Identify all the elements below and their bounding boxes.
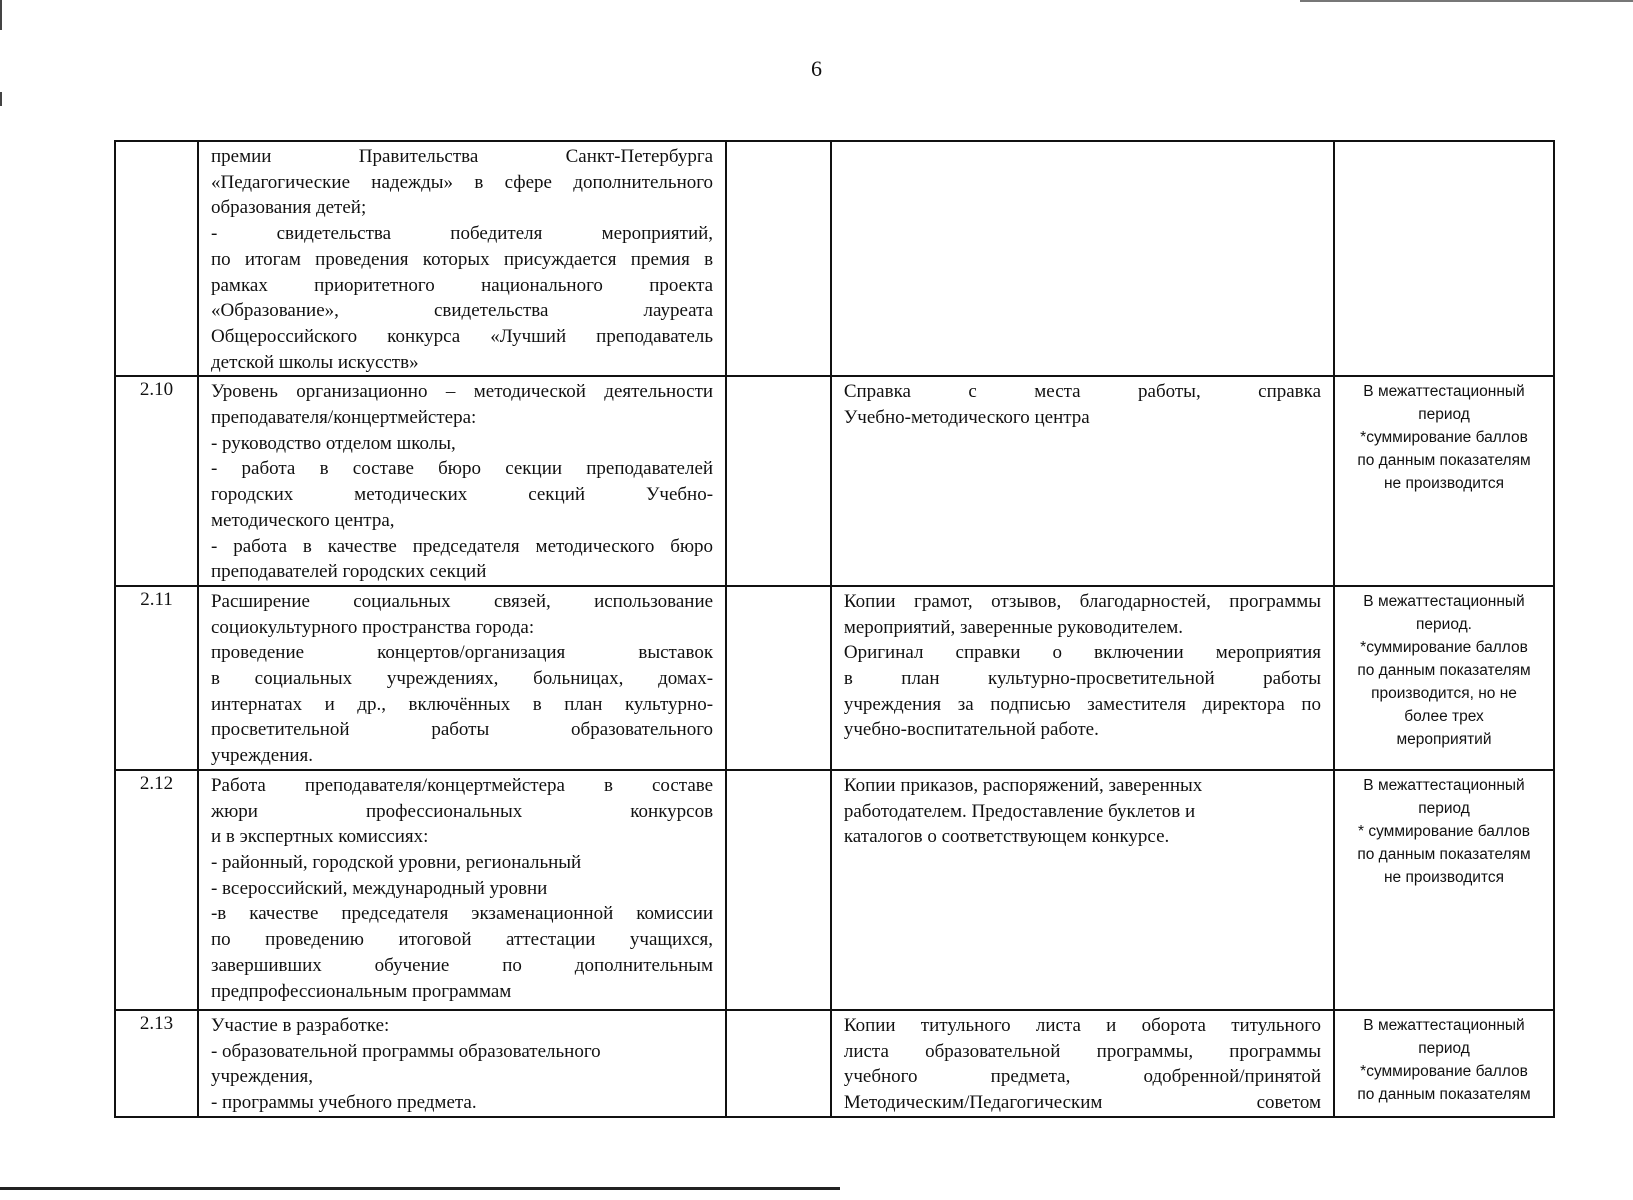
documents-line: Учебно-методического центра bbox=[843, 407, 1090, 429]
description-line: учреждения, bbox=[210, 1066, 314, 1088]
description-line: проведение концертов/организация выставок bbox=[210, 642, 714, 664]
description-line: городских методических секций Учебно- bbox=[210, 484, 714, 506]
scan-artifact-line bbox=[1300, 0, 1633, 2]
criterion-description bbox=[198, 376, 726, 586]
page-number: 6 bbox=[811, 56, 822, 81]
period-note bbox=[1334, 586, 1554, 770]
description-line: по итогам проведения которых присуждается премия в bbox=[210, 248, 714, 270]
description-line: - образовательной программы образовательного bbox=[210, 1040, 601, 1062]
description-line: просветительной работы образовательного bbox=[210, 719, 714, 741]
description-line: по проведению итоговой аттестации учащихся, bbox=[210, 929, 714, 951]
description-line: социокультурного пространства города: bbox=[210, 616, 535, 638]
supporting-documents bbox=[831, 376, 1334, 586]
supporting-documents bbox=[831, 141, 1334, 376]
period-note bbox=[1334, 1010, 1554, 1117]
score-cell bbox=[726, 376, 831, 586]
description-line: преподавателя/концертмейстера: bbox=[210, 407, 477, 429]
description-line: - районный, городской уровни, региональный bbox=[210, 851, 582, 873]
description-line: премии Правительства Санкт-Петербурга bbox=[210, 146, 714, 167]
documents-line: учреждения за подписью заместителя директора по bbox=[843, 693, 1322, 715]
criterion-description bbox=[198, 770, 726, 1010]
note-line: не производится bbox=[1384, 475, 1504, 493]
period-note bbox=[1334, 376, 1554, 586]
note-line: по данным показателям bbox=[1357, 661, 1531, 679]
note-line: более трех bbox=[1404, 707, 1484, 725]
note-line: В межаттестационный bbox=[1363, 592, 1525, 610]
description-line: интернатах и др., включённых в план культурно- bbox=[210, 693, 714, 715]
supporting-documents bbox=[831, 1010, 1334, 1117]
documents-line: Методическим/Педагогическим советом bbox=[843, 1091, 1322, 1113]
criterion-description bbox=[198, 141, 726, 376]
description-line: Общероссийского конкурса «Лучший преподаватель bbox=[210, 325, 714, 347]
score-cell bbox=[726, 141, 831, 376]
table-row bbox=[115, 1010, 1554, 1117]
row-number: 2.10 bbox=[115, 376, 198, 586]
description-line: Уровень организационно – методической деятельности bbox=[210, 381, 714, 403]
note-line: по данным показателям bbox=[1357, 1085, 1531, 1103]
description-line: - работа в качестве председателя методического бюро bbox=[210, 535, 714, 557]
table-row bbox=[115, 141, 1554, 376]
note-line: В межаттестационный bbox=[1363, 383, 1525, 401]
score-cell bbox=[726, 586, 831, 770]
note-line: В межаттестационный bbox=[1363, 1016, 1525, 1034]
description-line: учреждения. bbox=[210, 745, 314, 767]
documents-line: Копии титульного листа и оборота титульного bbox=[843, 1014, 1322, 1036]
criterion-description bbox=[198, 1010, 726, 1117]
period-note bbox=[1334, 770, 1554, 1010]
description-line: в социальных учреждениях, больницах, домах- bbox=[210, 668, 714, 690]
description-line: и в экспертных комиссиях: bbox=[210, 826, 429, 848]
documents-line: Оригинал справки о включении мероприятия bbox=[843, 642, 1322, 664]
description-line: «Педагогические надежды» в сфере дополнительного bbox=[210, 171, 714, 193]
description-line: - свидетельства победителя мероприятий, bbox=[210, 223, 714, 245]
note-line: период bbox=[1418, 799, 1470, 817]
note-line: период. bbox=[1416, 615, 1472, 633]
scan-artifact-mark bbox=[0, 92, 2, 106]
description-line: жюри профессиональных конкурсов bbox=[210, 800, 714, 822]
documents-line: учебно-воспитательной работе. bbox=[843, 719, 1099, 741]
period-note bbox=[1334, 141, 1554, 376]
documents-line: Справка с места работы, справка bbox=[843, 381, 1322, 403]
table-row bbox=[115, 586, 1554, 770]
note-line: производится, но не bbox=[1371, 684, 1517, 702]
row-number bbox=[115, 141, 198, 376]
score-cell bbox=[726, 1010, 831, 1117]
description-line: детской школы искусств» bbox=[210, 351, 419, 373]
scan-artifact-mark bbox=[0, 0, 2, 30]
note-line: по данным показателям bbox=[1357, 845, 1531, 863]
description-line: рамках приоритетного национального проекта bbox=[210, 274, 714, 296]
documents-line: каталогов о соответствующем конкурсе. bbox=[843, 826, 1170, 848]
criteria-table bbox=[114, 140, 1555, 1118]
description-line: Участие в разработке: bbox=[210, 1014, 390, 1036]
table-row bbox=[115, 376, 1554, 586]
description-line: методического центра, bbox=[210, 509, 395, 531]
row-number: 2.11 bbox=[115, 586, 198, 770]
row-number: 2.13 bbox=[115, 1010, 198, 1117]
scan-artifact-line bbox=[0, 1187, 840, 1190]
note-line: * суммирование баллов bbox=[1358, 822, 1530, 840]
documents-line: листа образовательной программы, программы bbox=[843, 1040, 1322, 1062]
criterion-description bbox=[198, 586, 726, 770]
score-cell bbox=[726, 770, 831, 1010]
description-line: предпрофессиональным программам bbox=[210, 980, 512, 1002]
note-line: мероприятий bbox=[1396, 730, 1492, 748]
documents-line: Копии приказов, распоряжений, заверенных bbox=[843, 774, 1203, 796]
note-line: *суммирование баллов bbox=[1360, 638, 1528, 656]
description-line: «Образование», свидетельства лауреата bbox=[210, 300, 714, 322]
note-line: *суммирование баллов bbox=[1360, 1062, 1528, 1080]
note-line: не производится bbox=[1384, 868, 1504, 886]
documents-line: в план культурно-просветительной работы bbox=[843, 668, 1322, 690]
description-line: - всероссийский, международный уровни bbox=[210, 877, 548, 899]
description-line: Расширение социальных связей, использование bbox=[210, 590, 714, 612]
supporting-documents bbox=[831, 586, 1334, 770]
note-line: В межаттестационный bbox=[1363, 776, 1525, 794]
description-line: -в качестве председателя экзаменационной комиссии bbox=[210, 903, 714, 925]
note-line: период bbox=[1418, 406, 1470, 424]
description-line: - программы учебного предмета. bbox=[210, 1091, 477, 1113]
description-line: образования детей; bbox=[210, 197, 367, 219]
description-line: завершивших обучение по дополнительным bbox=[210, 954, 714, 976]
note-line: *суммирование баллов bbox=[1360, 429, 1528, 447]
description-line: преподавателей городских секций bbox=[210, 561, 487, 583]
note-line: по данным показателям bbox=[1357, 452, 1531, 470]
description-line: - работа в составе бюро секции преподавателей bbox=[210, 458, 714, 480]
description-line: Работа преподавателя/концертмейстера в составе bbox=[210, 774, 714, 796]
note-line: период bbox=[1418, 1039, 1470, 1057]
documents-line: учебного предмета, одобренной/принятой bbox=[843, 1066, 1322, 1088]
description-line: - руководство отделом школы, bbox=[210, 432, 456, 454]
supporting-documents bbox=[831, 770, 1334, 1010]
documents-line: работодателем. Предоставление буклетов и bbox=[843, 800, 1196, 822]
documents-line: Копии грамот, отзывов, благодарностей, программы bbox=[843, 590, 1322, 612]
documents-line: мероприятий, заверенные руководителем. bbox=[843, 616, 1184, 638]
row-number: 2.12 bbox=[115, 770, 198, 1010]
table-row bbox=[115, 770, 1554, 1010]
